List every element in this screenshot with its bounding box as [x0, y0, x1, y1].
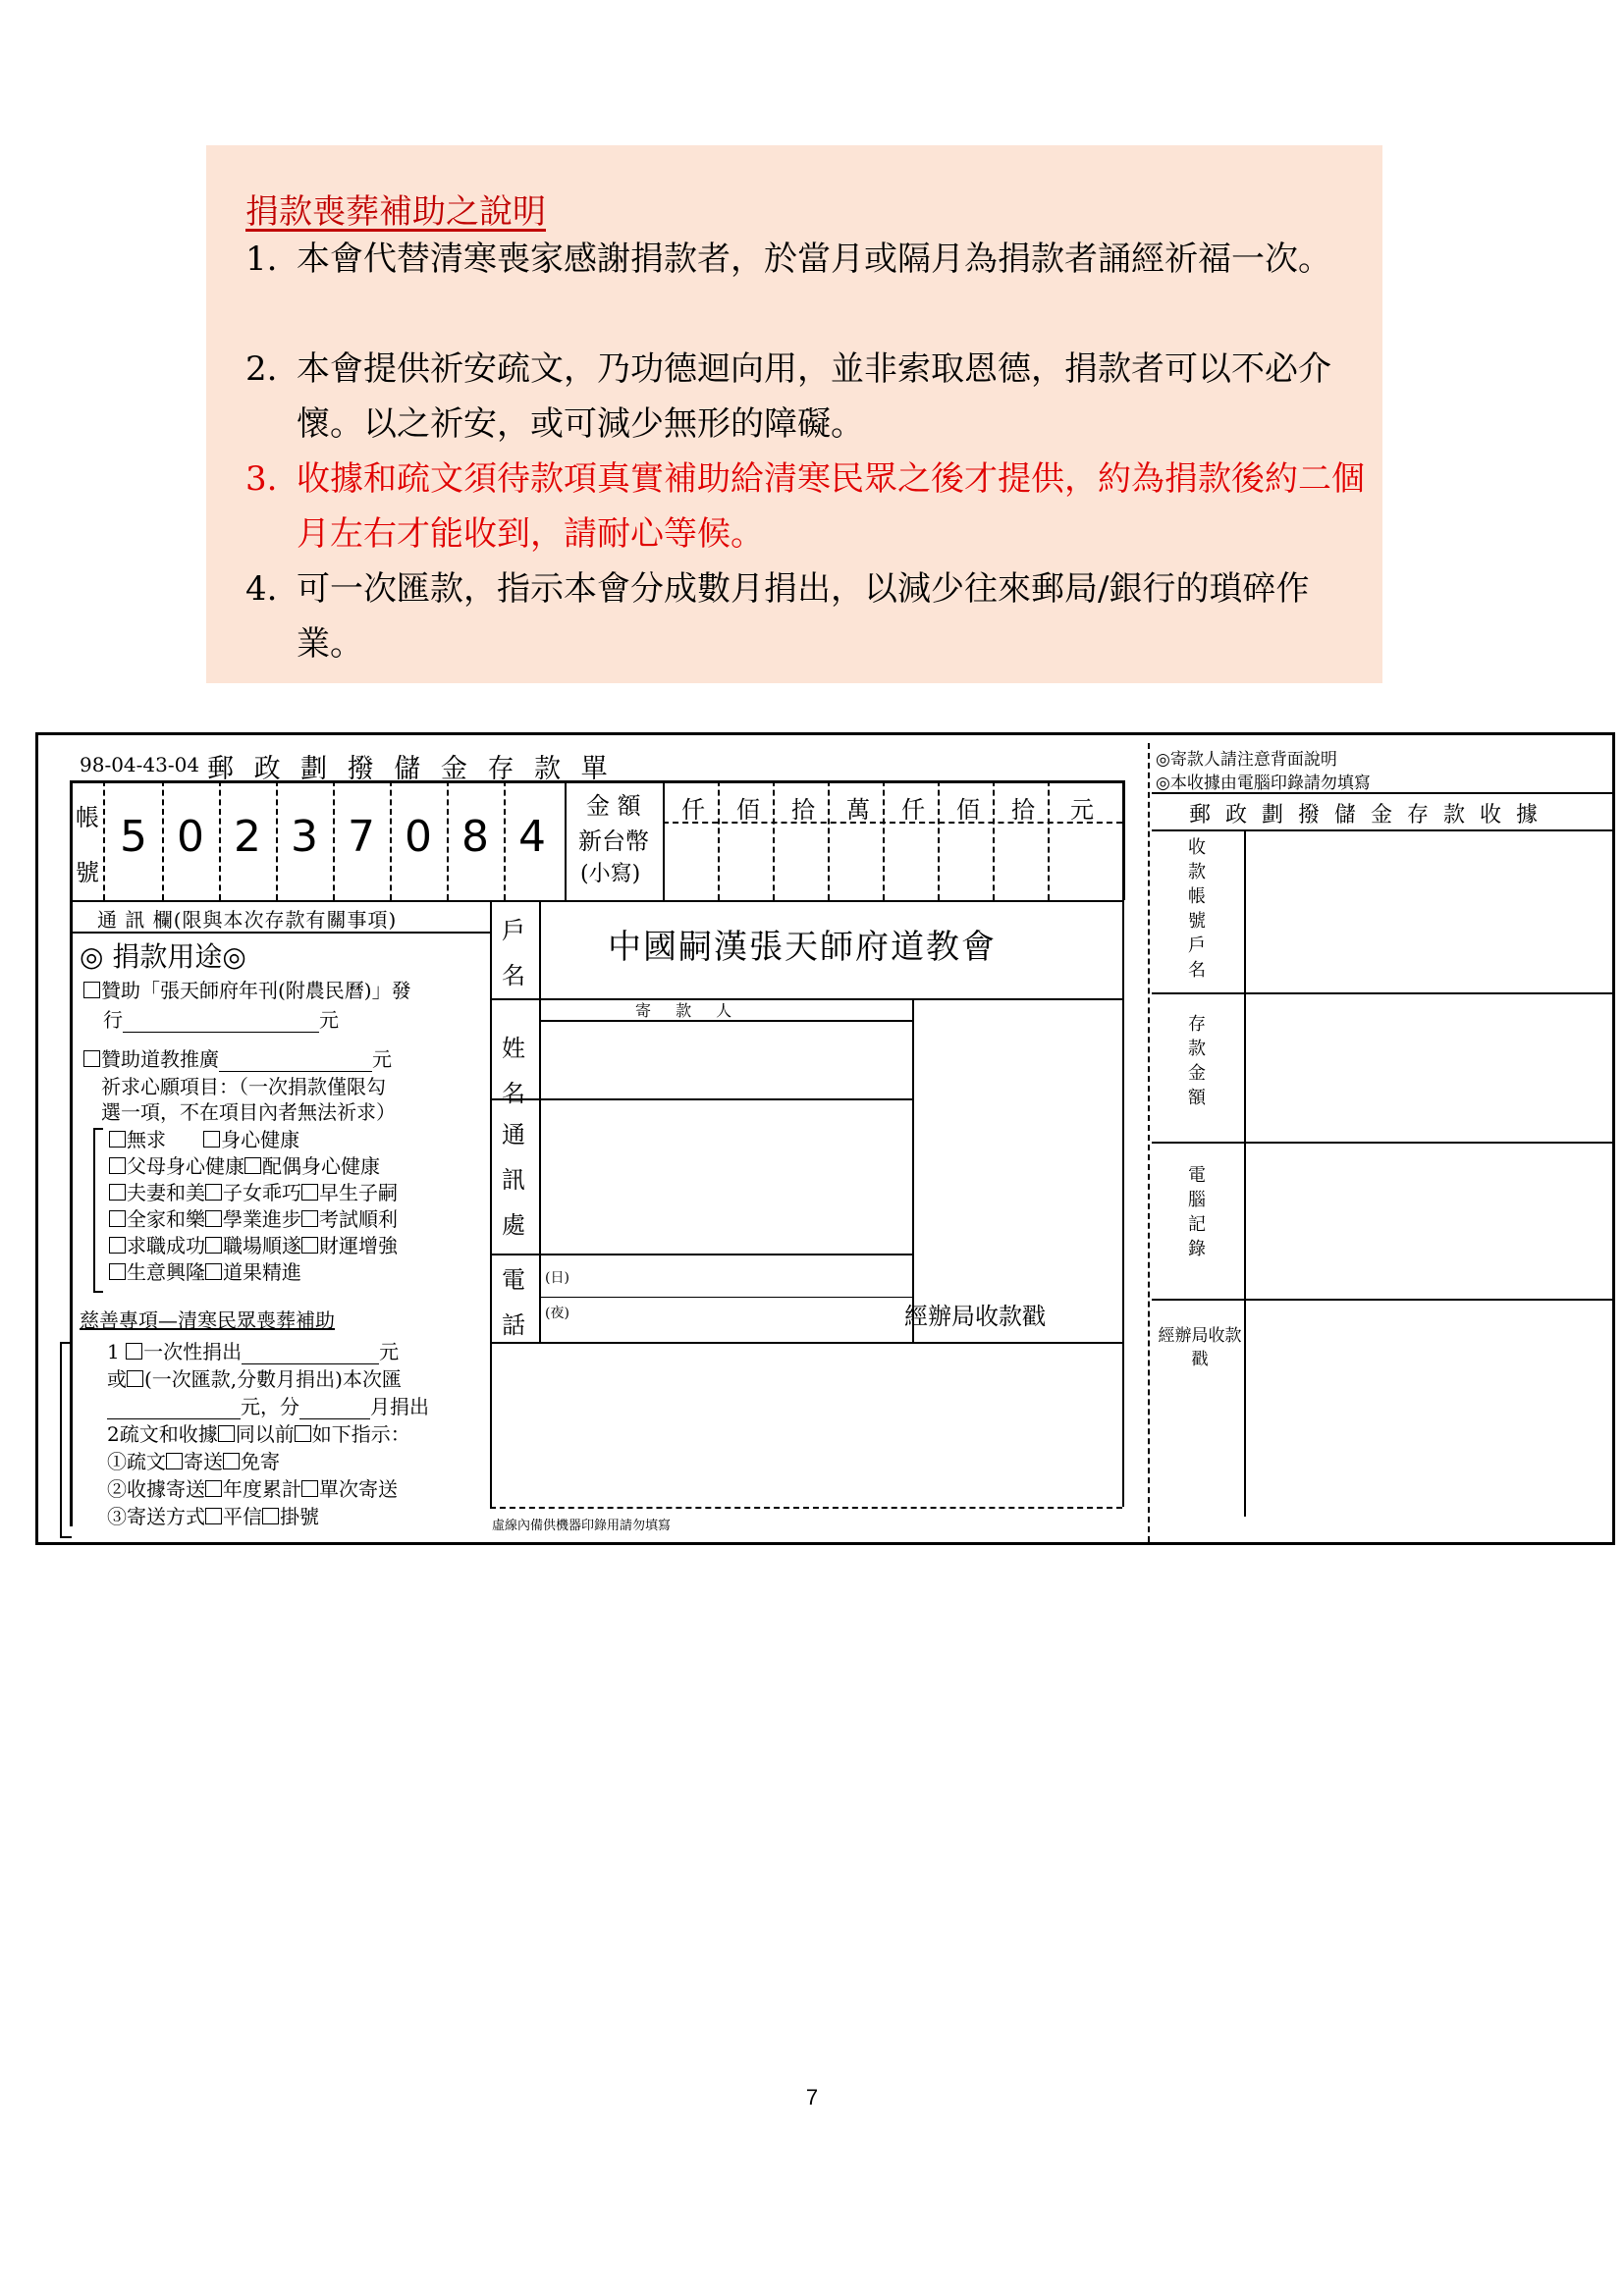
checkbox[interactable] — [166, 1453, 183, 1469]
checkbox[interactable] — [301, 1480, 318, 1497]
wish-instruction-1: 祈求心願項目：（一次捐款僅限勾 — [101, 1075, 386, 1098]
memo-header: 通 訊 欄(限與本次存款有關事項) — [97, 908, 398, 932]
donation-notice-box: 捐款喪葬補助之說明 1. 本會代替清寒喪家感謝捐款者，於當月或隔月為捐款者誦經祈福一次。 2. 本會提供祈安疏文，乃功德迴向用，並非索取恩德，捐款者可以不必介懷。以之祈安，或可減少無形的障礙。 3. 收據和疏文須待款項真實補助給清寒民眾之後才提供，約為捐款後約二個月左右才能收到，請耐心等候。 4. 可一次匯款，指示本會分成數月捐出，以減少往來郵局/銀行的瑣碎作業。 — [206, 145, 1382, 683]
name-label: 姓名 — [502, 1035, 525, 1107]
checkbox[interactable] — [127, 1370, 143, 1387]
charity-line-7: ③寄送方式 平信 掛號 — [107, 1505, 319, 1528]
account-digit: 0 — [405, 812, 432, 862]
account-digit: 2 — [234, 812, 261, 862]
address-label: 通訊處 — [502, 1121, 525, 1239]
purpose-title: ◎ 捐款用途◎ — [80, 940, 246, 973]
checkbox[interactable] — [109, 1157, 126, 1174]
form-title: 郵 政 劃 撥 儲 金 存 款 單 — [207, 754, 614, 784]
checkbox[interactable] — [205, 1237, 222, 1254]
charity-title: 慈善專項—清寒民眾喪葬補助 — [80, 1308, 335, 1332]
charity-line-3: 元，分 月捐出 — [107, 1391, 429, 1419]
checkbox[interactable] — [205, 1480, 222, 1497]
account-digit: 0 — [177, 812, 204, 862]
receipt-note-1: ◎寄款人請注意背面說明 — [1156, 750, 1337, 770]
checkbox[interactable] — [83, 1050, 100, 1067]
page-number: 7 — [805, 2085, 819, 2109]
wish-row-6: 生意興隆 道果精進 — [109, 1256, 301, 1285]
installment-months-blank[interactable] — [299, 1395, 370, 1419]
amount-unit: 佰 — [956, 796, 980, 824]
receipt-stamp-label: 經辦局收款戳 — [1158, 1326, 1242, 1369]
form-code: 98-04-43-04 — [80, 753, 200, 776]
wish-row-4: 全家和樂 學業進步 考試順利 — [109, 1203, 398, 1232]
account-digit: 4 — [518, 812, 546, 862]
sender-header: 寄 款 人 — [635, 1001, 742, 1020]
checkbox[interactable] — [109, 1210, 126, 1227]
amount-unit: 元 — [1070, 796, 1094, 824]
payee-label: 戶名 — [502, 917, 525, 989]
checkbox[interactable] — [244, 1157, 261, 1174]
receipt-note-2: ◎本收據由電腦印錄請勿填寫 — [1156, 774, 1371, 793]
promotion-amount-blank[interactable] — [219, 1047, 372, 1072]
wish-instruction-2: 選一項，不在項目內者無法祈求） — [101, 1100, 396, 1124]
account-digit: 8 — [461, 812, 489, 862]
purpose-annual-amount: 行 元 — [103, 1008, 339, 1032]
amount-unit: 拾 — [791, 796, 815, 824]
account-label: 帳號 — [76, 804, 99, 886]
amount-unit: 萬 — [846, 796, 870, 824]
checkbox[interactable] — [126, 1343, 142, 1360]
account-digit: 7 — [348, 812, 375, 862]
charity-line-5: ①疏文 寄送 免寄 — [107, 1450, 280, 1473]
installment-amount-blank[interactable] — [107, 1395, 241, 1419]
purpose-promotion-option: 贊助道教推廣 元 — [83, 1043, 392, 1072]
amount-label: 金 額 — [586, 792, 641, 820]
charity-line-2: 或 (一次匯款,分數月捐出)本次匯 — [107, 1367, 402, 1391]
checkbox[interactable] — [109, 1263, 126, 1280]
postal-deposit-form — [35, 732, 1615, 1545]
phone-label: 電話 — [502, 1266, 525, 1339]
notice-title: 捐款喪葬補助之說明 — [245, 192, 546, 232]
amount-unit: 佰 — [736, 796, 760, 824]
checkbox[interactable] — [218, 1425, 235, 1442]
receipt-title: 郵 政 劃 撥 儲 金 存 款 收 據 — [1189, 803, 1542, 828]
one-time-amount-blank[interactable] — [242, 1340, 379, 1364]
stamp-label: 經辦局收款戳 — [904, 1303, 1046, 1330]
amount-unit: 拾 — [1011, 796, 1035, 824]
checkbox[interactable] — [223, 1453, 240, 1469]
annual-amount-blank[interactable] — [123, 1008, 319, 1033]
checkbox[interactable] — [83, 982, 100, 998]
checkbox[interactable] — [205, 1263, 222, 1280]
wish-row-2: 父母身心健康 配偶身心健康 — [109, 1150, 380, 1179]
amount-unit: 仟 — [901, 796, 925, 824]
charity-line-1: 1 一次性捐出 元 — [107, 1340, 400, 1363]
checkbox[interactable] — [262, 1508, 279, 1524]
checkbox[interactable] — [205, 1508, 222, 1524]
checkbox[interactable] — [295, 1425, 311, 1442]
purpose-annual-option: 贊助「張天師府年刊(附農民曆)」發 — [83, 975, 411, 1003]
amount-currency-label: 新台幣 — [578, 828, 649, 855]
checkbox[interactable] — [301, 1184, 318, 1201]
receipt-account-name-label: 收款帳號戶名 — [1188, 837, 1206, 981]
wish-row-3: 夫妻和美 子女乖巧 早生子嗣 — [109, 1177, 398, 1205]
amount-lowercase-label: (小寫) — [580, 862, 641, 886]
dashed-area-note: 虛線內備供機器印錄用請勿填寫 — [492, 1519, 672, 1533]
checkbox[interactable] — [301, 1210, 318, 1227]
checkbox[interactable] — [205, 1184, 222, 1201]
charity-line-4: 2疏文和收據 同以前 如下指示： — [107, 1422, 410, 1446]
account-digit: 5 — [120, 812, 147, 862]
account-digit: 3 — [291, 812, 318, 862]
phone-day-label: (日) — [545, 1270, 569, 1286]
wish-row-1: 無求 身心健康 — [109, 1124, 299, 1152]
checkbox[interactable] — [109, 1131, 126, 1148]
amount-unit: 仟 — [681, 796, 705, 824]
payee-name: 中國嗣漢張天師府道教會 — [608, 928, 997, 967]
wish-row-5: 求職成功 職場順遂 財運增強 — [109, 1230, 398, 1258]
checkbox[interactable] — [109, 1184, 126, 1201]
checkbox[interactable] — [301, 1237, 318, 1254]
receipt-amount-label: 存款金額 — [1188, 1014, 1206, 1108]
phone-night-label: (夜) — [545, 1306, 569, 1321]
receipt-record-label: 電腦記錄 — [1188, 1165, 1206, 1259]
checkbox[interactable] — [109, 1237, 126, 1254]
charity-line-6: ②收據寄送 年度累計 單次寄送 — [107, 1477, 398, 1501]
checkbox[interactable] — [203, 1131, 220, 1148]
checkbox[interactable] — [205, 1210, 222, 1227]
